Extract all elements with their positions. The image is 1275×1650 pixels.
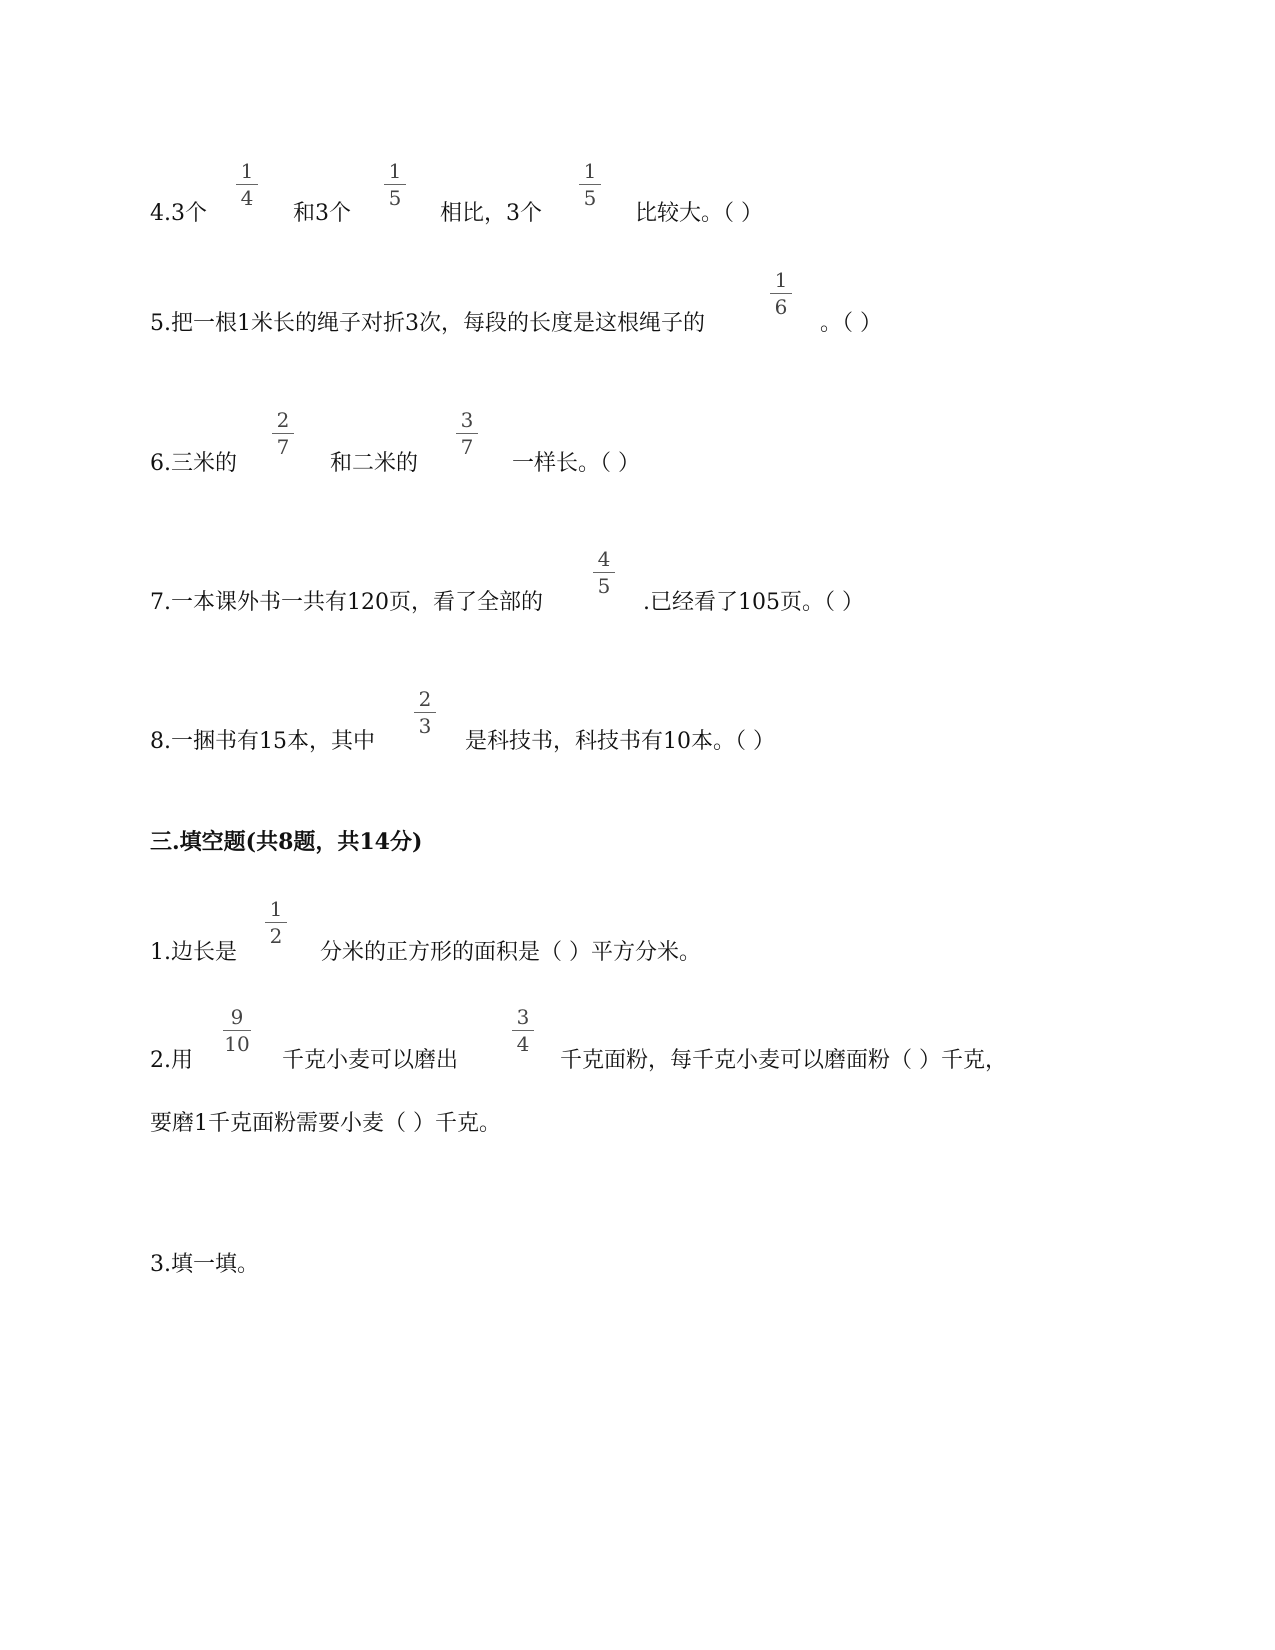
- question-4-text-2: 和3个: [293, 201, 351, 226]
- fraction-fill-q1-1: 1 2: [259, 898, 293, 947]
- section-3-heading: 三.填空题(共8题，共14分): [150, 829, 423, 855]
- fraction-q6-2: 3 7: [450, 409, 484, 458]
- question-7-text-1: 7.一本课外书一共有120页，看了全部的: [150, 590, 543, 615]
- fill-question-3-text-1: 3.填一填。: [150, 1252, 259, 1277]
- fill-question-1-text-1: 1.边长是: [150, 940, 237, 965]
- question-8-text-1: 8.一捆书有15本，其中: [150, 729, 375, 754]
- question-6-text-1: 6.三米的: [150, 451, 237, 476]
- fraction-q4-2: 1 5: [378, 160, 412, 209]
- question-4-text-1: 4.3个: [150, 201, 207, 226]
- fill-question-2-text-4: 要磨1千克面粉需要小麦（ ）千克。: [150, 1111, 501, 1136]
- fill-question-2-text-3: 千克面粉，每千克小麦可以磨面粉（ ）千克，: [560, 1048, 1007, 1073]
- fraction-fill-q2-2: 3 4: [506, 1006, 540, 1055]
- fraction-fill-q2-1: 9 10: [224, 1005, 250, 1056]
- fraction-q4-1: 1 4: [230, 160, 264, 209]
- question-5-text-1: 5.把一根1米长的绳子对折3次，每段的长度是这根绳子的: [150, 311, 705, 336]
- fraction-q5-1: 1 6: [764, 269, 798, 318]
- fraction-q8-1: 2 3: [408, 688, 442, 737]
- question-7-text-2: .已经看了105页。（ ）: [643, 590, 864, 615]
- fill-question-1-text-2: 分米的正方形的面积是（ ）平方分米。: [320, 940, 701, 965]
- question-5-text-2: 。（ ）: [820, 311, 882, 336]
- fraction-q4-3: 1 5: [573, 160, 607, 209]
- question-8-text-2: 是科技书，科技书有10本。（ ）: [465, 729, 775, 754]
- question-6-text-2: 和二米的: [330, 451, 419, 476]
- fraction-q7-1: 4 5: [587, 548, 621, 597]
- question-6-text-3: 一样长。（ ）: [512, 451, 640, 476]
- question-4-text-3: 相比，3个: [440, 201, 542, 226]
- fill-question-2-text-2: 千克小麦可以磨出: [282, 1048, 459, 1073]
- fraction-q6-1: 2 7: [266, 409, 300, 458]
- fill-question-2-text-1: 2.用: [150, 1048, 193, 1073]
- question-4-text-4: 比较大。（ ）: [635, 201, 763, 226]
